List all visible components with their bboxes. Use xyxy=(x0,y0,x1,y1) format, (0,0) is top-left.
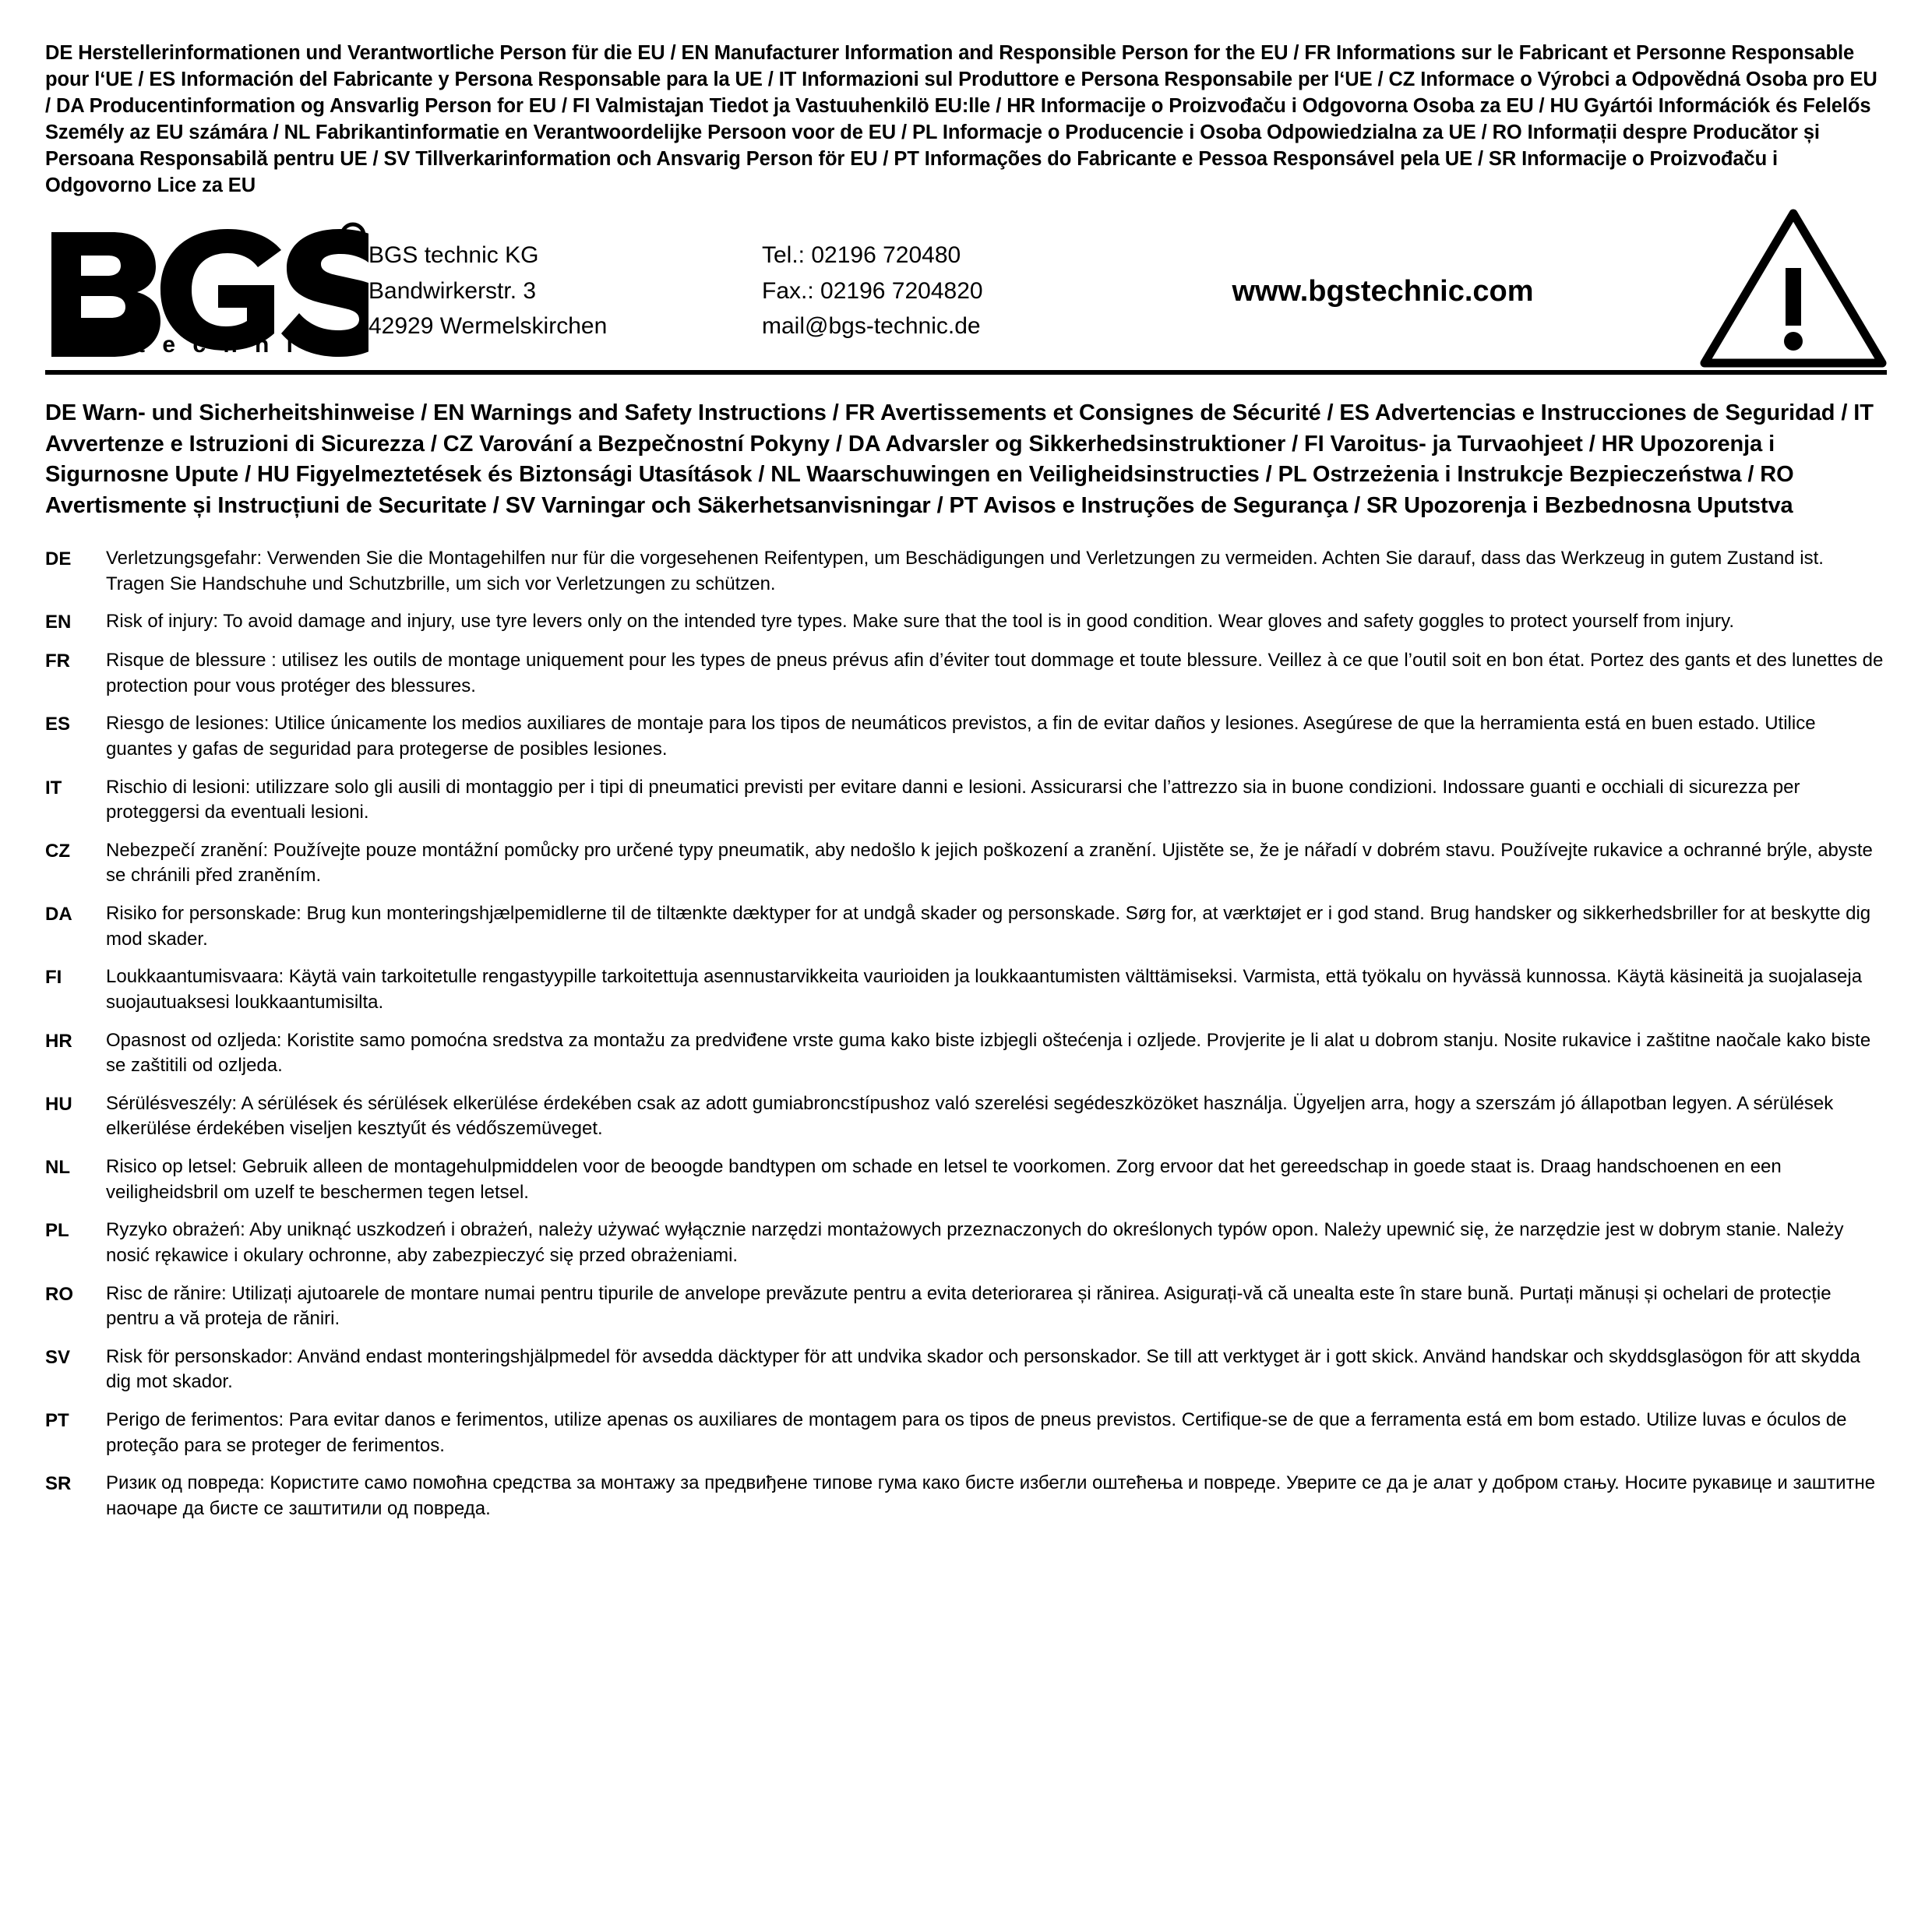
company-contact xyxy=(762,233,1105,344)
company-city: 42929 Wermelskirchen xyxy=(368,313,608,340)
warnings-heading: DE Warn- und Sicherheitshinweise / EN Warnings and Safety Instructions / FR Avertissements et Consignes de Sécurité / ES Advertencias e Instrucciones de Seguridad / IT Avvertenze e Istruzioni di Sicurezza / CZ Varování a Bezpečnostní Pokyny / DA Advarsler og Sikkerhedsinstruktioner / FI Varoitus- ja Turvaohjeet / HR Upozorenja i Sigurnosne Upute / HU Figyelmeztetések és Biztonsági Utasítások / NL Waarschuwingen en Veiligheidsinstructies / PL Ostrzeżenia i Instrukcje Bezpieczeństwa / RO Avertismente și Instrucțiuni de Securitate / SV Varningar och Säkerhetsanvisningar / PT Avisos e Instruções de Segurança / SR Upozorenja i Bezbednosna Uputstva xyxy=(45,400,1874,518)
company-website: www.bgstechnic.com xyxy=(1232,274,1534,308)
warning-triangle-icon xyxy=(1692,207,1887,369)
language-text: Rischio di lesioni: utilizzare solo gli ausili di montaggio per i tipi di pneumatici previsti per evitare danni e lesioni. Assicurarsi che l’attrezzo sia in buone condizioni. Indossare guanti e occhiali di sicurezza per proteggersi da eventuali lesioni. xyxy=(106,776,1800,823)
svg-text:t e c h n i c: t e c h n i c xyxy=(137,332,330,358)
company-address xyxy=(368,233,762,344)
list-item xyxy=(45,901,1887,952)
language-code: PT xyxy=(45,1410,69,1432)
company-header xyxy=(45,219,1887,375)
language-code: DE xyxy=(45,548,72,570)
language-text: Ризик од повреда: Користите само помоћна средства за монтажу за предвиђене типове гума како бисте избегли оштећења и повреде. Уверите се да је алат у добром стању. Носите рукавице и заштитне наочаре да бисте се заштитили од повреда. xyxy=(106,1472,1876,1519)
language-text: Verletzungsgefahr: Verwenden Sie die Montagehilfen nur für die vorgesehenen Reifentypen, um Beschädigungen und Verletzungen zu vermeiden. Achten Sie darauf, dass das Werkzeug in gutem Zustand ist. Tragen Sie Handschuhe und Schutzbrille, um sich vor Verletzungen zu schützen. xyxy=(106,548,1824,594)
language-text: Risk of injury: To avoid damage and injury, use tyre levers only on the intended tyre types. Make sure that the tool is in good condition. Wear gloves and safety goggles to protect yourself from injury. xyxy=(106,611,1735,633)
list-item xyxy=(45,648,1887,699)
language-text: Loukkaantumisvaara: Käytä vain tarkoitetulle rengastyypille tarkoitettuja asennustarvikkeita vaurioiden ja loukkaantumisten välttämiseksi. Varmista, että työkalu on hyvässä kunnossa. Käytä käsineitä ja suojalaseja suojautuaksesi loukkaantumisilta. xyxy=(106,966,1863,1013)
list-item xyxy=(45,775,1887,826)
language-code: ES xyxy=(45,714,71,735)
list-item xyxy=(45,1028,1887,1079)
language-code: NL xyxy=(45,1157,70,1179)
language-code: IT xyxy=(45,777,62,799)
language-code: SR xyxy=(45,1473,72,1495)
list-item xyxy=(45,1155,1887,1205)
language-text: Risiko for personskade: Brug kun monteringshjælpemidlerne til de tiltænkte dæktyper for at undgå skader og personskade. Sørg for, at værktøjet er i god stand. Brug handsker og sikkerhedsbriller for at beskytte dig mod skader. xyxy=(106,903,1871,950)
list-item xyxy=(45,1091,1887,1142)
language-text: Risque de blessure : utilisez les outils de montage uniquement pour les types de pneus prévus afin d’éviter tout dommage et toute blessure. Veillez à ce que l’outil soit en bon état. Portez des gants et des lunettes de protection pour vous protéger des blessures. xyxy=(106,650,1884,696)
language-text: Opasnost od ozljeda: Koristite samo pomoćna sredstva za montažu za predviđene vrste guma kako biste izbjegli oštećenja i ozljede. Provjerite je li alat u dobrom stanju. Nosite rukavice i zaštitne naočale kako biste se zaštitili od ozljeda. xyxy=(106,1029,1871,1077)
manufacturer-info-heading: DE Herstellerinformationen und Verantwortliche Person für die EU / EN Manufacturer Information and Responsible Person for the EU / FR Informations sur le Fabricant et Personne Responsable pour l‘UE / ES Información del Fabricante y Persona Responsable para la UE / IT Informazioni sul Produttore e Persona Responsabile per l‘UE / CZ Informace o Výrobci a Odpovědná Osoba pro EU / DA Producentinformation og Ansvarlig Person for EU / FI Valmistajan Tiedot ja Vastuuhenkilö EU:lle / HR Informacije o Proizvođaču i Odgovorna Osoba za EU / HU Gyártói Információk és Felelős Személy az EU számára / NL Fabrikantinformatie en Verantwoordelijke Persoon voor de EU / PL Informacje o Producencie i Osoba Odpowiedzialna za UE / RO Informații despre Producător și Persoana Responsabilă pentru UE / SV Tillverkarinformation och Ansvarig Person för EU / PT Informações do Fabricante e Pessoa Responsável pela UE / SR Informacije o Proizvođaču i Odgovorno Lice za EU xyxy=(45,42,1877,196)
company-street: Bandwirkerstr. 3 xyxy=(368,277,537,304)
list-item xyxy=(45,964,1887,1015)
language-code: FR xyxy=(45,650,70,672)
language-text: Sérülésveszély: A sérülések és sérülések elkerülése érdekében csak az adott gumiabroncstípushoz való szerelési segédeszközöket használja. Ügyeljen arra, hogy a szerszám jó állapotban legyen. A sérülések elkerülése érdekében viseljen kesztyűt és védőszemüveget. xyxy=(106,1092,1834,1140)
language-code: RO xyxy=(45,1283,73,1305)
svg-text:R: R xyxy=(347,228,359,246)
language-code: CZ xyxy=(45,840,70,862)
list-item xyxy=(45,1218,1887,1268)
list-item xyxy=(45,1408,1887,1458)
language-code: HR xyxy=(45,1030,72,1052)
list-item xyxy=(45,838,1887,889)
language-text: Riesgo de lesiones: Utilice únicamente los medios auxiliares de montaje para los tipos de neumáticos previstos, a fin de evitar daños y lesiones. Asegúrese de que la herramienta está en buen estado. Utilice guantes y gafas de seguridad para protegerse de posibles lesiones. xyxy=(106,713,1816,760)
language-text: Perigo de ferimentos: Para evitar danos e ferimentos, utilize apenas os auxiliares de montagem para os tipos de pneus previstos. Certifique-se de que a ferramenta está em bom estado. Utilize luvas e óculos de proteção para se proteger de ferimentos. xyxy=(106,1409,1847,1456)
bgs-logo xyxy=(45,218,368,358)
company-email: mail@bgs-technic.de xyxy=(762,313,981,340)
company-name: BGS technic KG xyxy=(368,242,539,269)
company-fax: Fax.: 02196 7204820 xyxy=(762,277,983,304)
language-code: HU xyxy=(45,1093,72,1115)
list-item xyxy=(45,546,1887,597)
language-code: SV xyxy=(45,1346,71,1368)
company-tel: Tel.: 02196 720480 xyxy=(762,242,961,269)
warning-language-list xyxy=(45,546,1887,1521)
language-code: FI xyxy=(45,967,62,989)
list-item xyxy=(45,1345,1887,1395)
list-item xyxy=(45,1471,1887,1521)
list-item xyxy=(45,711,1887,762)
language-text: Risico op letsel: Gebruik alleen de montagehulpmiddelen voor de beoogde bandtypen om schade en letsel te voorkomen. Zorg ervoor dat het gereedschap in goede staat is. Draag handschoenen en een veiligheidsbril om uzelf te beschermen tegen letsel. xyxy=(106,1156,1782,1203)
list-item xyxy=(45,609,1887,636)
language-text: Ryzyko obrażeń: Aby uniknąć uszkodzeń i obrażeń, należy używać wyłącznie narzędzi montażowych przeznaczonych do określonych typów opon. Należy upewnić się, że narzędzie jest w dobrym stanie. Należy nosić rękawice i okulary ochronne, aby zabezpieczyć się przed obrażeniami. xyxy=(106,1219,1844,1266)
language-code: PL xyxy=(45,1220,69,1242)
list-item xyxy=(45,1282,1887,1332)
language-text: Nebezpečí zranění: Používejte pouze montážní pomůcky pro určené typy pneumatik, aby nedošlo k jejich poškození a zranění. Ujistěte se, že je nářadí v dobrém stavu. Používejte rukavice a ochranné brýle, abyste se chránili před zraněním. xyxy=(106,839,1873,887)
language-code: DA xyxy=(45,904,72,925)
language-text: Risk för personskador: Använd endast monteringshjälpmedel för avsedda däcktyper för att undvika skador och personskador. Se till att verktyget är i gott skick. Använd handskar och skyddsglasögon för att skydda dig mot skador. xyxy=(106,1345,1860,1393)
language-code: EN xyxy=(45,612,72,633)
language-text: Risc de rănire: Utilizați ajutoarele de montare numai pentru tipurile de anvelope prevăzute pentru a evita deteriorarea și rănirea. Asigurați-vă că unealta este în stare bună. Purtați mănuși și ochelari de protecție pentru a vă proteja de răniri. xyxy=(106,1282,1832,1330)
